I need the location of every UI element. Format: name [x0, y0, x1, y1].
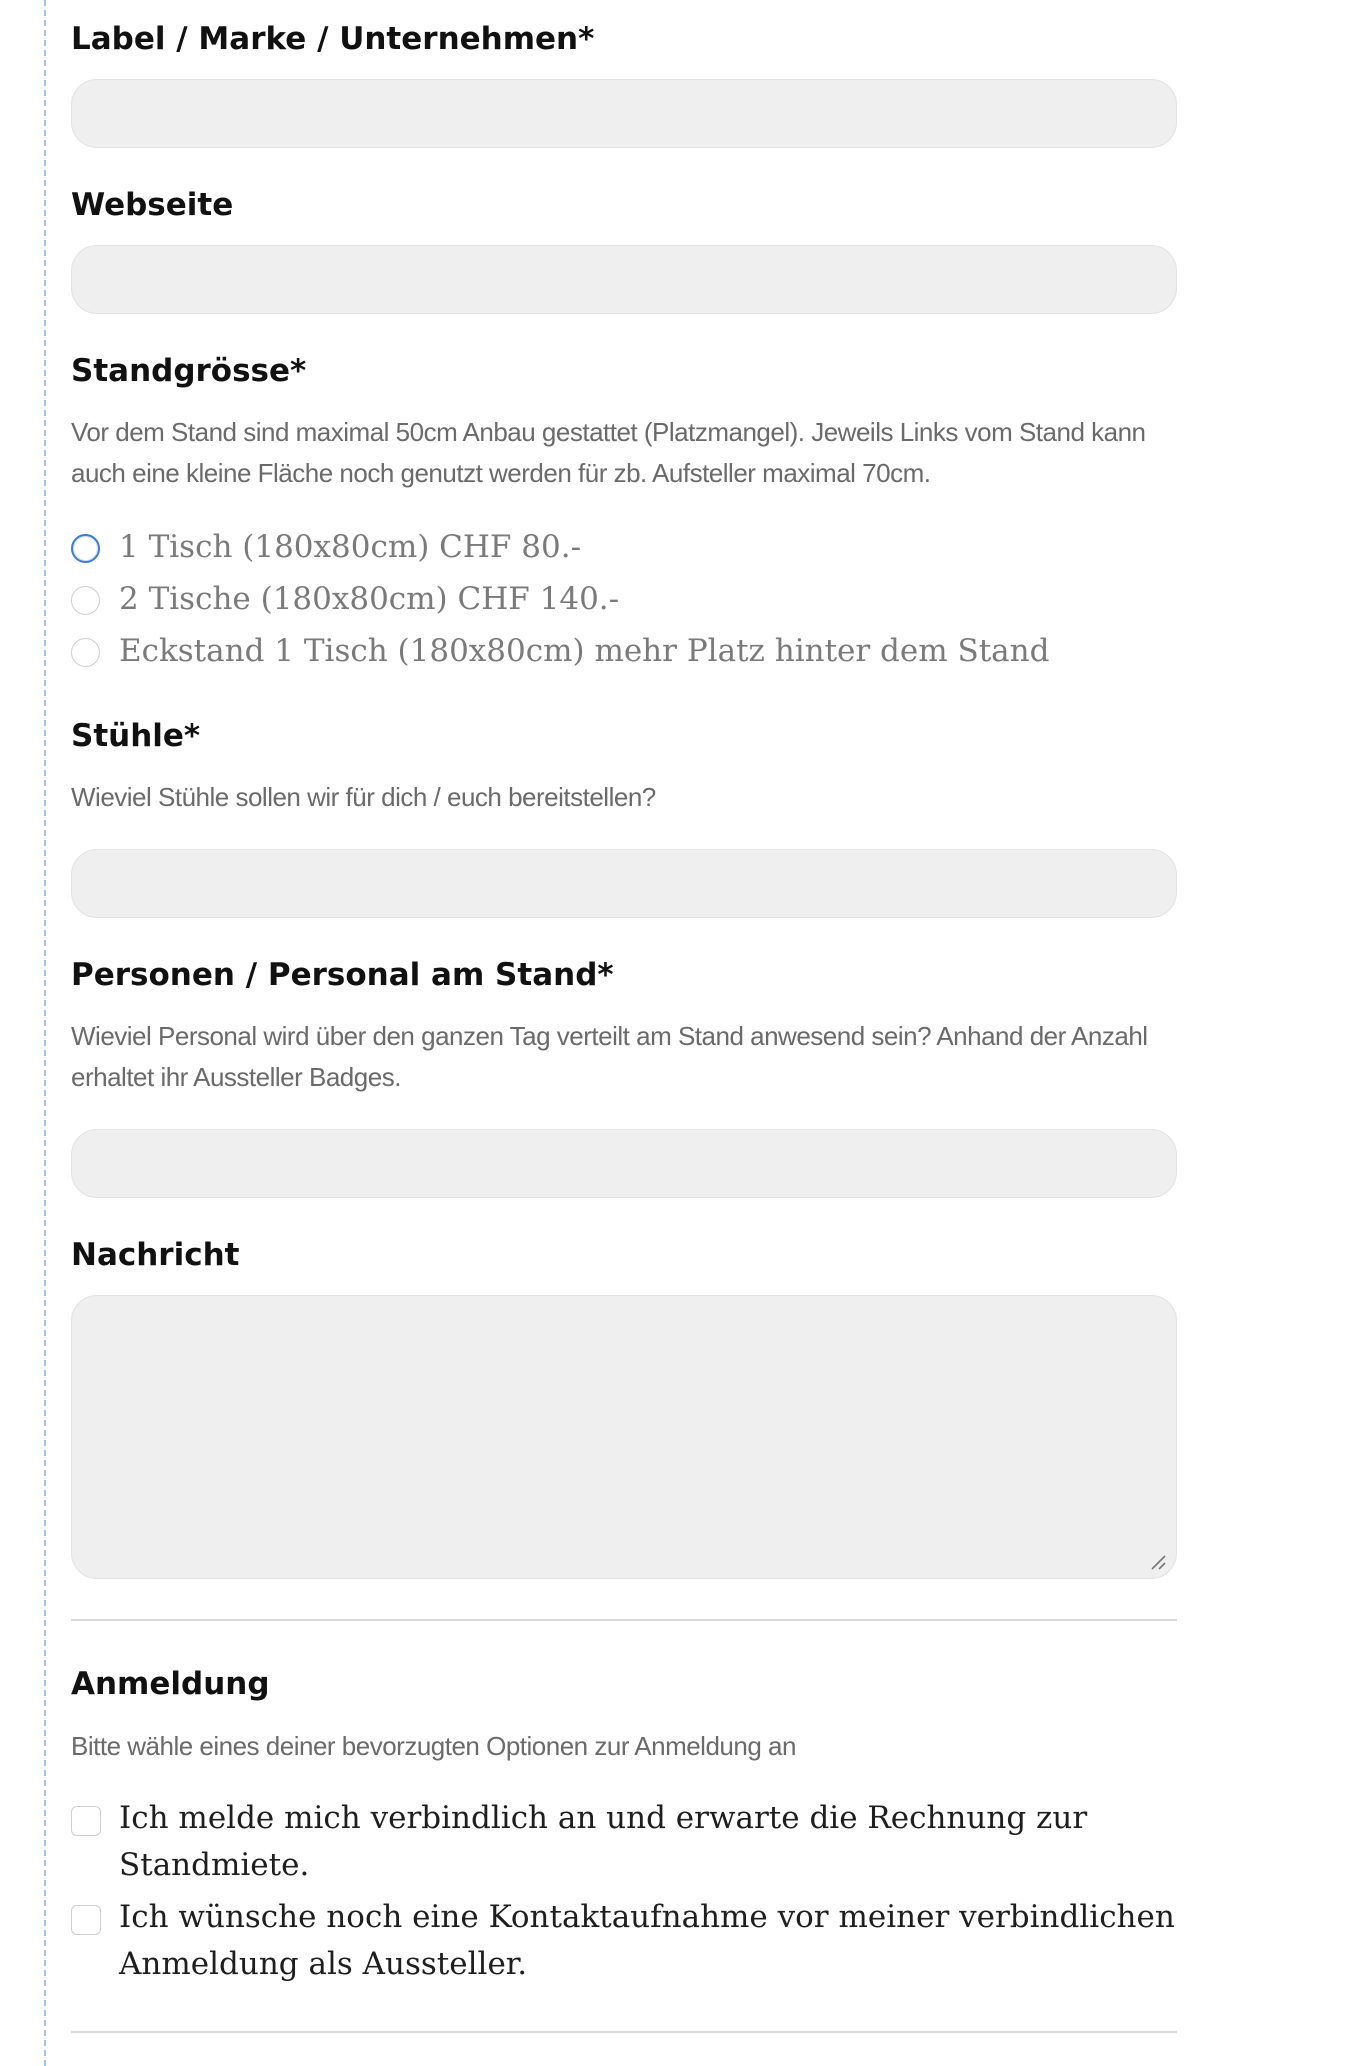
registration-description: Bitte wähle eines deiner bevorzugten Optionen zur Anmeldung an — [71, 1731, 796, 1761]
chairs-label: Stühle* — [71, 718, 201, 754]
staff-input[interactable] — [71, 1129, 1177, 1198]
left-guide-line — [44, 0, 46, 2066]
resize-handle-icon[interactable] — [1148, 1552, 1168, 1572]
website-input[interactable] — [71, 245, 1177, 314]
chairs-input[interactable] — [71, 849, 1177, 918]
staff-label: Personen / Personal am Stand* — [71, 957, 614, 993]
registration-label: Anmeldung — [71, 1666, 270, 1702]
section-divider-bottom — [71, 2031, 1177, 2033]
company-label: Label / Marke / Unternehmen* — [71, 21, 595, 57]
message-textarea[interactable] — [71, 1295, 1177, 1579]
checkbox[interactable] — [71, 1806, 101, 1836]
company-input[interactable] — [71, 79, 1177, 148]
staff-description: Wieviel Personal wird über den ganzen Tag verteilt am Stand anwesend sein? Anhand der Anzahl erhaltet ihr Aussteller Badges. — [71, 1021, 1148, 1092]
registration-option-label: Ich wünsche noch eine Kontaktaufnahme vor meiner verbindlichen Anmeldung als Aussteller. — [119, 1899, 1175, 1982]
message-label: Nachricht — [71, 1237, 240, 1273]
website-label: Webseite — [71, 187, 234, 223]
stand-size-option-label: 2 Tische (180x80cm) CHF 140.- — [119, 581, 620, 617]
radio-button[interactable] — [71, 534, 100, 563]
radio-button[interactable] — [71, 586, 100, 615]
section-divider — [71, 1619, 1177, 1621]
stand-size-label: Standgrösse* — [71, 353, 307, 389]
registration-option-label: Ich melde mich verbindlich an und erwarte die Rechnung zur Standmiete. — [119, 1800, 1088, 1883]
radio-button[interactable] — [71, 638, 100, 667]
stand-size-option-label: 1 Tisch (180x80cm) CHF 80.- — [119, 529, 582, 565]
stand-size-option-label: Eckstand 1 Tisch (180x80cm) mehr Platz hinter dem Stand — [119, 633, 1050, 669]
stand-size-description: Vor dem Stand sind maximal 50cm Anbau gestattet (Platzmangel). Jeweils Links vom Stand kann auch eine kleine Fläche noch genutzt werden für zb. Aufsteller maximal 70cm. — [71, 417, 1146, 488]
checkbox[interactable] — [71, 1905, 101, 1935]
chairs-description: Wieviel Stühle sollen wir für dich / euch bereitstellen? — [71, 782, 656, 812]
